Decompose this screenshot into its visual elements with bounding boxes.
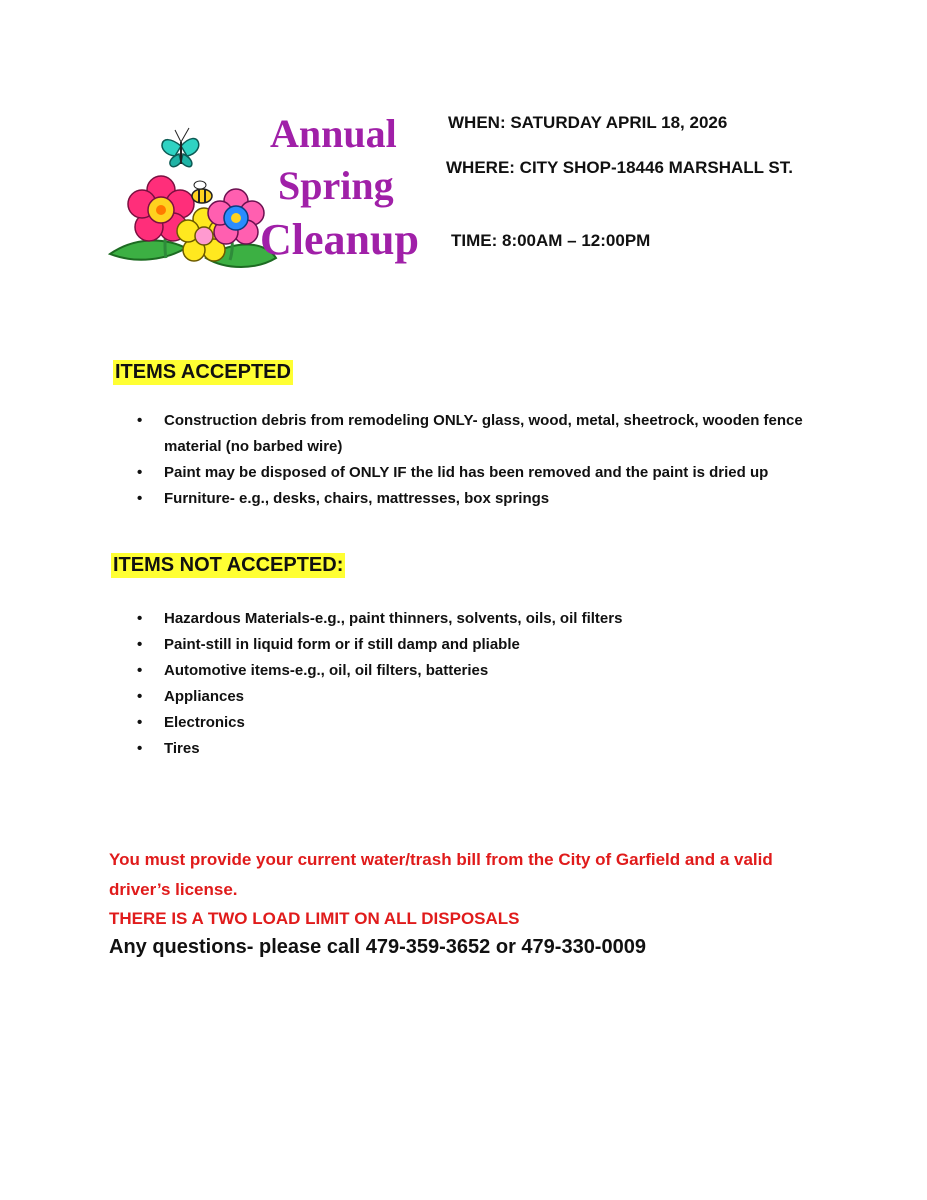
items-accepted-heading: ITEMS ACCEPTED (115, 361, 291, 383)
bullet-icon: • (137, 662, 143, 679)
logo-word-annual: Annual (270, 111, 397, 156)
bullet-icon: • (137, 688, 143, 705)
list-item: • Electronics (137, 710, 817, 736)
list-item: • Construction debris from remodeling ONLY- glass, wood, metal, sheetrock, wooden fence material (no barbed wire) (137, 408, 817, 460)
logo-word-cleanup: Cleanup (260, 215, 419, 264)
requirements-notice (109, 845, 829, 934)
logo-word-spring: Spring (278, 163, 394, 208)
bullet-icon: • (137, 412, 143, 429)
bullet-icon: • (137, 714, 143, 731)
list-item: • Appliances (137, 684, 817, 710)
list-item: • Hazardous Materials-e.g., paint thinners, solvents, oils, oil filters (137, 606, 817, 632)
bullet-icon: • (137, 740, 143, 757)
event-time: TIME: 8:00AM – 12:00PM (451, 231, 651, 250)
annual-spring-cleanup-logo (106, 108, 428, 278)
bullet-icon: • (137, 636, 143, 653)
bullet-icon: • (137, 464, 143, 481)
list-item: • Furniture- e.g., desks, chairs, mattresses, box springs (137, 486, 817, 512)
bullet-icon: • (137, 610, 143, 627)
items-accepted-list (137, 408, 817, 512)
list-item: • Paint may be disposed of ONLY IF the lid has been removed and the paint is dried up (137, 460, 817, 486)
id-requirement-text: You must provide your current water/trash bill from the City of Garfield and a valid driver’s license. (109, 850, 773, 899)
contact-phone-text: Any questions- please call 479-359-3652 or 479-330-0009 (109, 936, 646, 958)
list-item: • Tires (137, 736, 817, 762)
event-date: WHEN: SATURDAY APRIL 18, 2026 (448, 113, 728, 132)
bullet-icon: • (137, 490, 143, 507)
items-not-accepted-list (137, 606, 817, 762)
items-not-accepted-heading: ITEMS NOT ACCEPTED: (113, 554, 344, 576)
list-item: • Automotive items-e.g., oil, oil filters, batteries (137, 658, 817, 684)
list-item: • Paint-still in liquid form or if still damp and pliable (137, 632, 817, 658)
load-limit-text: THERE IS A TWO LOAD LIMIT ON ALL DISPOSALS (109, 909, 520, 928)
event-location: WHERE: CITY SHOP-18446 MARSHALL ST. (446, 158, 793, 177)
